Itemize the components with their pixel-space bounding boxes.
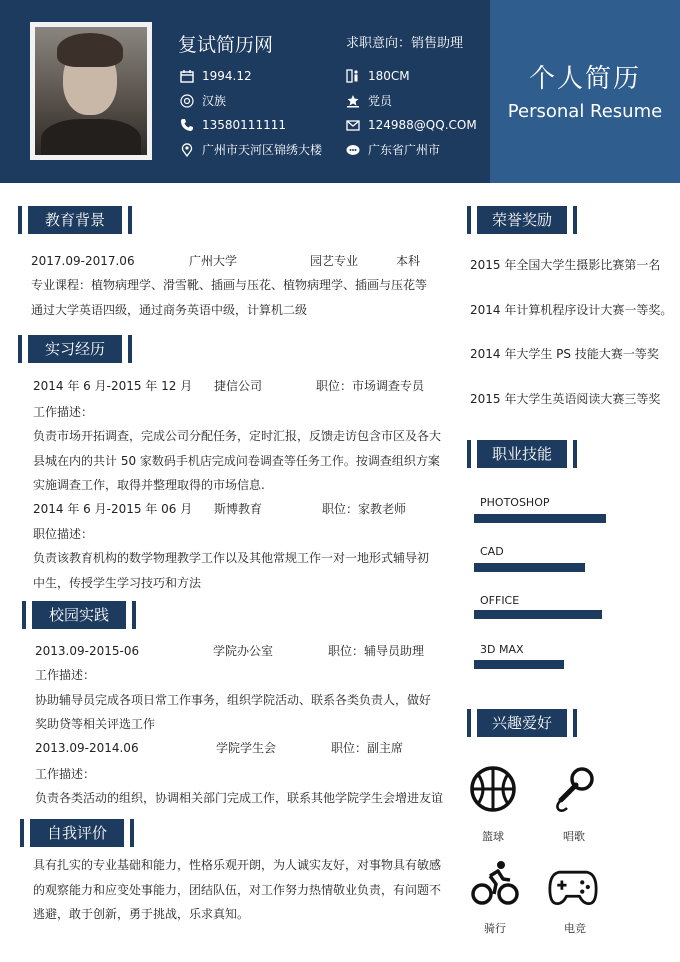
- section-education: [18, 206, 133, 234]
- resume-title: 个人简历: [528, 64, 641, 94]
- self-eval-line: 的观察能力和应变处事能力，团结队伍，对工作努力热情敬业负责，有问题不: [33, 883, 442, 897]
- skill-name: 3D MAX: [480, 643, 524, 656]
- job-desc-line: 县城在内的共计 50 家数码手机店完成问卷调查等任务工作。按调查组织方案: [33, 454, 440, 468]
- job-desc-line: 负责该教育机构的数学物理教学工作以及其他常规工作一对一地形式辅导初: [33, 551, 430, 565]
- section-self-evaluation: [20, 819, 135, 847]
- skill-level-bar: [474, 660, 564, 669]
- job-position: 职位：市场调查专员: [316, 379, 425, 393]
- skill-level-bar: [474, 514, 606, 523]
- campus-desc-label: 工作描述：: [35, 767, 96, 781]
- edu-courses: 专业课程：植物病理学、滑雪靴、插画与压花、植物病理学、插画与压花等: [31, 278, 428, 292]
- microphone-icon: [549, 764, 599, 814]
- job-desc-line: 中生，传授学生学习技巧和方法: [33, 576, 202, 590]
- party-badge-icon: [346, 94, 360, 108]
- job-intent: 求职意向：销售助理: [346, 36, 464, 51]
- campus-desc-line: 协助辅导员完成各项日常工作事务，组织学院活动、联系各类负责人，做好: [35, 693, 432, 707]
- height-icon: [346, 69, 360, 83]
- honor-item: 2015 年大学生英语阅读大赛三等奖: [470, 392, 661, 406]
- hobby-label: 电竞: [564, 922, 586, 935]
- section-title: 荣誉奖励: [477, 206, 567, 234]
- skill-name: CAD: [480, 545, 504, 558]
- section-hobbies: [467, 709, 578, 737]
- campus-period: 2013.09-2014.06: [35, 741, 139, 755]
- section-title: 校园实践: [32, 601, 126, 629]
- skill-name: OFFICE: [480, 594, 520, 607]
- campus-org: 学院学生会: [216, 741, 277, 755]
- section-honors: [467, 206, 578, 234]
- campus-desc-line: 奖助贷等相关评选工作: [35, 717, 156, 731]
- section-title: 自我评价: [30, 819, 124, 847]
- campus-period: 2013.09-2015-06: [35, 644, 140, 658]
- self-eval-line: 具有扎实的专业基础和能力，性格乐观开朗，为人诚实友好，对事物具有敏感: [33, 858, 442, 872]
- gamepad-icon: [548, 862, 598, 912]
- job-desc-line: 实施调查工作，取得并整理取得的市场信息.: [33, 478, 265, 492]
- section-skills: [467, 440, 578, 468]
- campus-org: 学院办公室: [213, 644, 274, 658]
- skill-level-bar: [474, 563, 585, 572]
- campus-position: 职位：副主席: [331, 741, 404, 755]
- edu-school: 广州大学: [189, 254, 238, 268]
- skill-level-bar: [474, 610, 602, 619]
- location-pin-icon: [180, 143, 194, 157]
- honor-item: 2014 年大学生 PS 技能大赛一等奖: [470, 347, 659, 361]
- job-position: 职位：家教老师: [322, 502, 407, 516]
- hobby-label: 骑行: [484, 922, 506, 935]
- skill-name: PHOTOSHOP: [480, 496, 550, 509]
- edu-certs: 通过大学英语四级，通过商务英语中级，计算机二级: [31, 303, 308, 317]
- email-icon: [346, 118, 360, 132]
- hobby-label: 篮球: [482, 830, 504, 843]
- avatar: [35, 27, 147, 155]
- section-title: 实习经历: [28, 335, 122, 363]
- campus-desc-line: 负责各类活动的组织，协调相关部门完成工作，联系其他学院学生会增进友谊: [35, 791, 444, 805]
- job-desc-line: 负责市场开拓调查，完成公司分配任务，定时汇报，反馈走访包含市区及各大: [33, 429, 442, 443]
- job-company: 捷信公司: [214, 379, 263, 393]
- section-title: 兴趣爱好: [477, 709, 567, 737]
- edu-period: 2017.09-2017.06: [31, 254, 135, 268]
- profile-photo: [30, 22, 152, 160]
- phone-icon: [180, 118, 194, 132]
- campus-position: 职位：辅导员助理: [328, 644, 425, 658]
- honor-item: 2015 年全国大学生摄影比赛第一名: [470, 258, 661, 272]
- section-campus: [22, 601, 137, 629]
- section-title: 教育背景: [28, 206, 122, 234]
- resume-subtitle: Personal Resume: [507, 101, 663, 122]
- honor-item: 2014 年计算机程序设计大赛一等奖。: [470, 303, 673, 317]
- edu-degree: 本科: [396, 254, 421, 268]
- campus-desc-label: 工作描述：: [35, 668, 96, 682]
- job-desc-label: 工作描述：: [33, 405, 94, 419]
- hometown-icon: [346, 143, 360, 157]
- job-desc-label: 职位描述：: [33, 527, 94, 541]
- section-title: 职业技能: [477, 440, 567, 468]
- job-period: 2014 年 6 月-2015 年 12 月: [33, 379, 193, 393]
- cycling-icon: [470, 858, 520, 908]
- applicant-name: 复试简历网: [178, 34, 274, 56]
- ethnicity-icon: [180, 94, 194, 108]
- basketball-icon: [468, 764, 518, 814]
- section-internship: [18, 335, 133, 363]
- job-company: 斯博教育: [214, 502, 263, 516]
- calendar-icon: [180, 69, 194, 83]
- hobby-label: 唱歌: [563, 830, 585, 843]
- job-period: 2014 年 6 月-2015 年 06 月: [33, 502, 193, 516]
- self-eval-line: 逃避，敢于创新，勇于挑战，乐求真知。: [33, 907, 250, 921]
- edu-major: 园艺专业: [310, 254, 359, 268]
